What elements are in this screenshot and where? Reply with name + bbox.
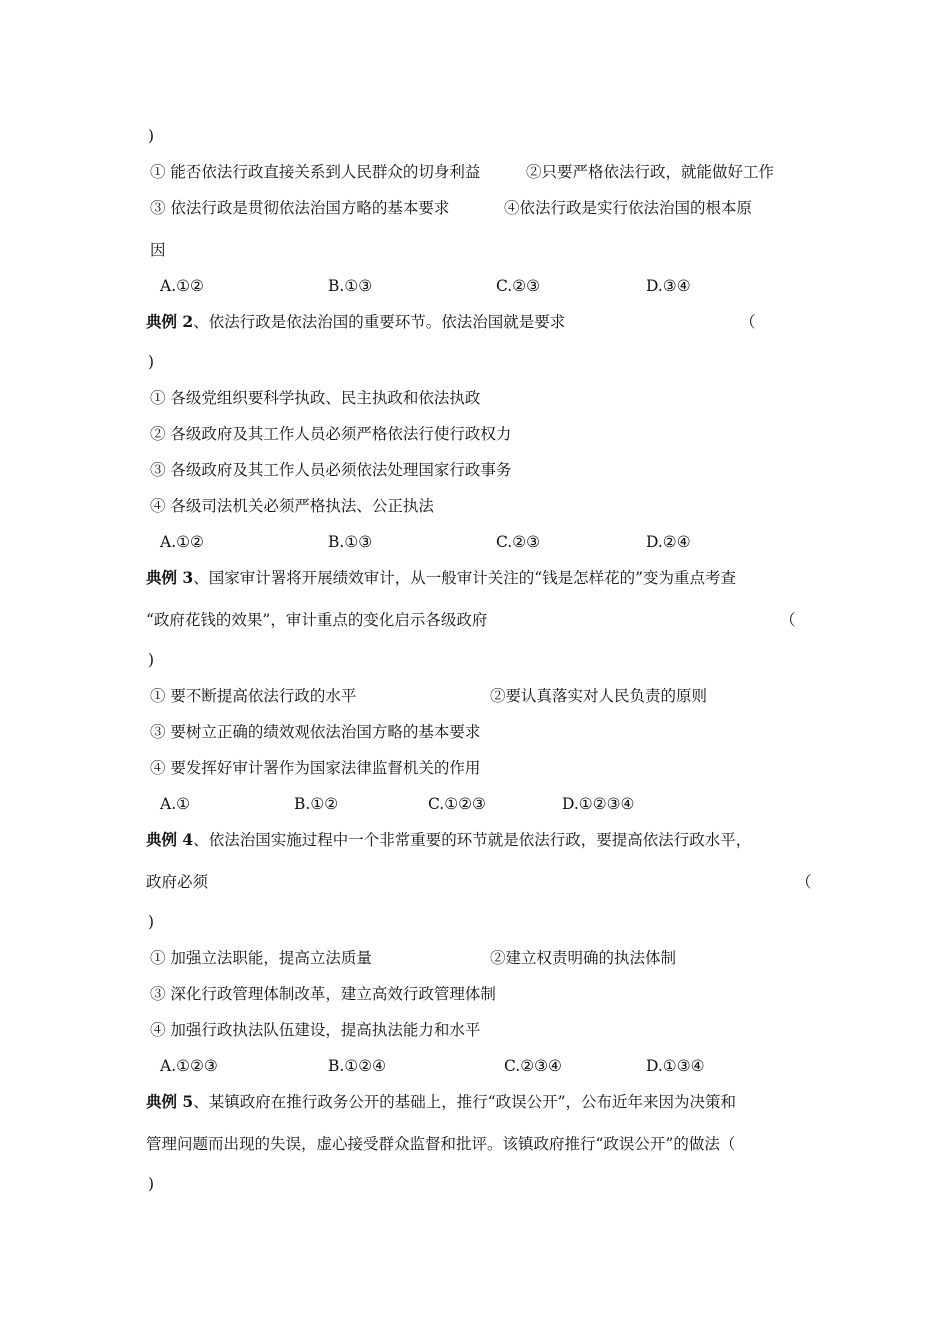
- q2-stem: [146, 312, 565, 332]
- q3-item-4: ④ 要发挥好审计署作为国家法律监督机关的作用: [150, 759, 481, 777]
- q3-option-c: C.①②③: [428, 795, 486, 813]
- q4-option-d: D.①③④: [646, 1057, 705, 1075]
- q3-label: 典例 3: [146, 568, 194, 587]
- q1-option-d: D.③④: [646, 277, 691, 295]
- q2-item-4: ④ 各级司法机关必须严格执法、公正执法: [150, 497, 434, 515]
- q2-option-b: B.①③: [328, 533, 373, 551]
- q4-label: 典例 4: [146, 830, 194, 849]
- q1-option-c: C.②③: [496, 277, 541, 295]
- q2-item-2: ② 各级政府及其工作人员必须严格依法行使行政权力: [150, 425, 512, 443]
- q2-option-c: C.②③: [496, 533, 541, 551]
- q4-stem-line-1: [146, 830, 751, 850]
- q1-item-4: ④依法行政是实行依法治国的根本原: [504, 199, 753, 217]
- q3-item-1: ① 要不断提高依法行政的水平: [150, 687, 357, 705]
- q2-option-a: A.①②: [160, 533, 204, 551]
- q3-option-b: B.①②: [294, 795, 339, 813]
- q2-paren-close: ): [148, 353, 155, 371]
- q3-item-2: ②要认真落实对人民负责的原则: [490, 687, 708, 705]
- q4-item-2: ②建立权责明确的执法体制: [490, 949, 677, 967]
- q2-label: 典例 2: [146, 312, 194, 331]
- q3-option-a: A.①: [160, 795, 191, 813]
- q1-item-1: ① 能否依法行政直接关系到人民群众的切身利益: [150, 163, 481, 181]
- q3-stem-line-1: [146, 568, 736, 588]
- q3-stem-line-2: “政府花钱的效果”，审计重点的变化启示各级政府: [146, 611, 488, 629]
- q2-option-d: D.②④: [646, 533, 691, 551]
- q5-stem-line-2: 管理问题而出现的失误，虚心接受群众监督和批评。该镇政府推行“政误公开”的做法（: [146, 1135, 736, 1153]
- q4-option-c: C.②③④: [504, 1057, 562, 1075]
- q5-stem-text-1: 、某镇政府在推行政务公开的基础上，推行“政误公开”，公布近年来因为决策和: [193, 1093, 737, 1111]
- q4-option-b: B.①②④: [328, 1057, 387, 1075]
- q4-paren-open: （: [796, 873, 812, 891]
- q1-item-4-cont: 因: [150, 241, 166, 259]
- q1-option-b: B.①③: [328, 277, 373, 295]
- q4-paren-close: ): [148, 913, 155, 931]
- q3-paren-close: ): [148, 651, 155, 669]
- q4-item-1: ① 加强立法职能，提高立法质量: [150, 949, 372, 967]
- q4-item-4: ④ 加强行政执法队伍建设，提高执法能力和水平: [150, 1021, 481, 1039]
- q1-item-3: ③ 依法行政是贯彻依法治国方略的基本要求: [150, 199, 450, 217]
- q2-stem-text: 、依法行政是依法治国的重要环节。依法治国就是要求: [193, 313, 566, 331]
- q4-item-3: ③ 深化行政管理体制改革，建立高效行政管理体制: [150, 985, 496, 1003]
- q4-option-a: A.①②③: [160, 1057, 218, 1075]
- q4-stem-text-1: 、依法治国实施过程中一个非常重要的环节就是依法行政，要提高依法行政水平，: [193, 831, 752, 849]
- q3-stem-text-1: 、国家审计署将开展绩效审计，从一般审计关注的“钱是怎样花的”变为重点考查: [193, 569, 737, 587]
- q4-stem-line-2: 政府必须: [146, 873, 209, 891]
- q2-item-3: ③ 各级政府及其工作人员必须依法处理国家行政事务: [150, 461, 512, 479]
- q2-paren-open: （: [740, 313, 756, 331]
- q2-item-1: ① 各级党组织要科学执政、民主执政和依法执政: [150, 389, 481, 407]
- q3-paren-open: （: [780, 611, 796, 629]
- q5-stem-line-1: [146, 1092, 736, 1112]
- q1-option-a: A.①②: [160, 277, 204, 295]
- q1-item-2: ②只要严格依法行政，就能做好工作: [526, 163, 775, 181]
- q5-paren-close: ): [148, 1175, 155, 1193]
- q3-item-3: ③ 要树立正确的绩效观依法治国方略的基本要求: [150, 723, 481, 741]
- q1-paren-close: ): [148, 127, 155, 145]
- q3-option-d: D.①②③④: [562, 795, 635, 813]
- q5-label: 典例 5: [146, 1092, 194, 1111]
